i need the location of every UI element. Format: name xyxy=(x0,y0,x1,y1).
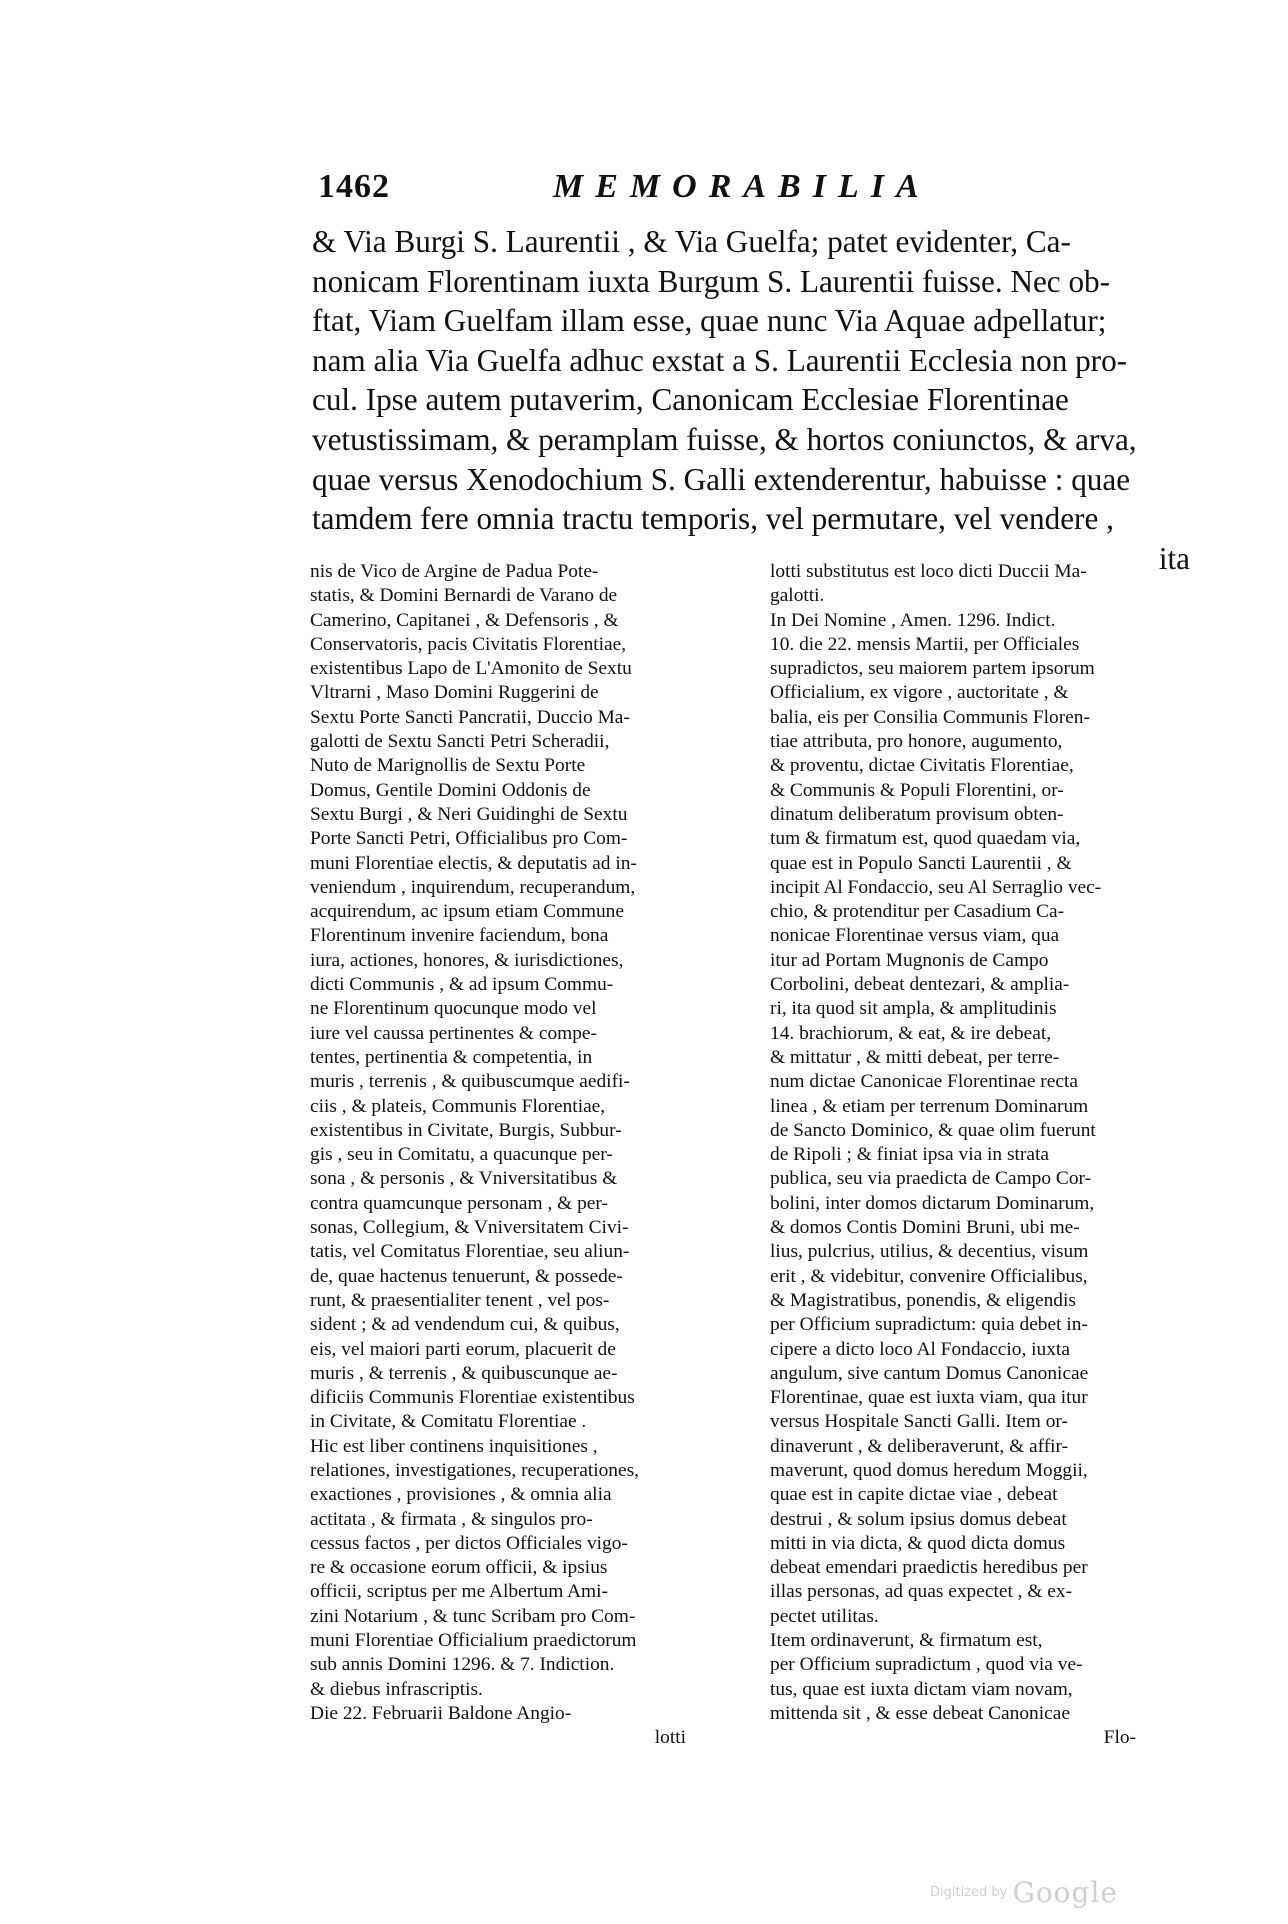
watermark-caption: Digitized by xyxy=(930,1885,1008,1900)
text-line: muris , terrenis , & quibuscumque aedifi- xyxy=(310,1071,630,1093)
text-line: in Civitate, & Comitatu Florentiae . xyxy=(310,1411,587,1433)
text-line: In Dei Nomine , Amen. 1296. Indict. xyxy=(770,609,1056,631)
text-line: exactiones , provisiones , & omnia alia xyxy=(310,1484,612,1506)
text-line: sub annis Domini 1296. & 7. Indiction. xyxy=(310,1654,615,1676)
text-line: Vltrarni , Maso Domini Ruggerini de xyxy=(310,682,599,704)
text-line: cipere a dicto loco Al Fondaccio, iuxta xyxy=(770,1338,1070,1360)
text-line: Die 22. Februarii Baldone Angio- xyxy=(310,1702,572,1724)
text-line: quae est in Populo Sancti Laurentii , & xyxy=(770,852,1072,874)
text-line: itur ad Portam Mugnonis de Campo xyxy=(770,949,1049,971)
text-line: & Via Burgi S. Laurentii , & Via Guelfa; patet evidenter, Ca- xyxy=(312,224,1071,259)
text-line: muni Florentiae electis, & deputatis ad in- xyxy=(310,852,637,874)
text-line: Hic est liber continens inquisitiones , xyxy=(310,1435,598,1457)
text-line: 14. brachiorum, & eat, & ire debeat, xyxy=(770,1022,1052,1044)
text-line: mittenda sit , & esse debeat Canonicae xyxy=(770,1702,1070,1724)
text-line: chio, & protenditur per Casadium Ca- xyxy=(770,901,1065,923)
text-line: tatis, vel Comitatus Florentiae, seu aliun- xyxy=(310,1241,630,1263)
text-line: tentes, pertinentia & competentia, in xyxy=(310,1046,593,1068)
text-line: mitti in via dicta, & quod dicta domus xyxy=(770,1532,1066,1554)
text-line: maverunt, quod domus heredum Moggii, xyxy=(770,1459,1088,1481)
text-line: ciis , & plateis, Communis Florentiae, xyxy=(310,1095,606,1117)
text-line: incipit Al Fondaccio, seu Al Serraglio vec- xyxy=(770,876,1102,898)
text-line: quae versus Xenodochium S. Galli extenderentur, habuisse : quae xyxy=(312,461,1131,497)
text-line: & Magistratibus, ponendis, & eligendis xyxy=(770,1289,1076,1311)
text-line: vetustissimam, & peramplam fuisse, & hortos coniunctos, & arva, xyxy=(312,421,1137,457)
text-line: de Sancto Dominico, & quae olim fuerunt xyxy=(770,1119,1096,1141)
text-line: Item ordinaverunt, & firmatum est, xyxy=(770,1630,1043,1652)
text-line: Nuto de Marignollis de Sextu Porte xyxy=(310,755,586,777)
text-line: lotti substitutus est loco dicti Duccii Ma- xyxy=(770,561,1087,582)
left-column xyxy=(310,560,750,1751)
text-line: existentibus Lapo de L'Amonito de Sextu xyxy=(310,658,632,680)
text-line: tum & firmatum est, quod quaedam via, xyxy=(770,828,1081,850)
text-line: & Communis & Populi Florentini, or- xyxy=(770,779,1064,801)
text-line: & diebus infrascriptis. xyxy=(310,1678,483,1700)
text-line: de, quae hactenus tenuerunt, & possede- xyxy=(310,1265,623,1287)
text-line: illas personas, ad quas expectet , & ex- xyxy=(770,1581,1073,1603)
text-line: Conservatoris, pacis Civitatis Florentiae, xyxy=(310,633,627,655)
text-line: destrui , & solum ipsius domus debeat xyxy=(770,1508,1067,1530)
text-line: contra quamcunque personam , & per- xyxy=(310,1192,608,1214)
text-line: Sextu Burgi , & Neri Guidinghi de Sextu xyxy=(310,803,628,825)
text-line: Porte Sancti Petri, Officialibus pro Com- xyxy=(310,828,628,850)
text-line: bolini, inter domos dictarum Dominarum, xyxy=(770,1192,1095,1214)
text-line: Camerino, Capitanei , & Defensoris , & xyxy=(310,609,619,631)
text-line: nam alia Via Guelfa adhuc exstat a S. Laurentii Ecclesia non pro- xyxy=(312,342,1128,378)
text-line: lius, pulcrius, utilius, & decentius, visum xyxy=(770,1241,1089,1263)
text-line: dificiis Communis Florentiae existentibus xyxy=(310,1387,635,1409)
text-line: cessus factos , per dictos Officiales vigo- xyxy=(310,1532,628,1554)
text-line: erit , & videbitur, convenire Officialibus, xyxy=(770,1265,1088,1287)
text-line: sonas, Collegium, & Vniversitatem Civi- xyxy=(310,1217,629,1239)
text-line: ftat, Viam Guelfam illam esse, quae nunc Via Aquae adpellatur; xyxy=(312,303,1107,339)
text-line: per Officium supradictum: quia debet in- xyxy=(770,1314,1088,1336)
page-number: 1462 xyxy=(318,168,390,205)
text-line: tus, quae est iuxta dictam viam novam, xyxy=(770,1678,1073,1700)
catchword: lotti xyxy=(654,1727,686,1749)
text-line: Florentinae, quae est iuxta viam, qua itur xyxy=(770,1387,1088,1409)
text-line: nis de Vico de Argine de Padua Pote- xyxy=(310,561,599,582)
text-line: nonicam Florentinam iuxta Burgum S. Laurentii fuisse. Nec ob- xyxy=(312,263,1111,299)
text-line: iure vel caussa pertinentes & compe- xyxy=(310,1022,597,1044)
text-line: iura, actiones, honores, & iurisdictiones, xyxy=(310,949,624,971)
text-line: galotti. xyxy=(770,585,825,607)
text-line: runt, & praesentialiter tenent , vel pos- xyxy=(310,1289,610,1311)
google-logo: Google xyxy=(1012,1876,1118,1909)
top-paragraph xyxy=(312,222,1202,578)
text-line: Corbolini, debeat dentezari, & amplia- xyxy=(770,974,1070,996)
text-line: actitata , & firmata , & singulos pro- xyxy=(310,1508,593,1530)
text-line: quae est in capite dictae viae , debeat xyxy=(770,1484,1058,1506)
right-column xyxy=(770,560,1200,1751)
text-line: statis, & Domini Bernardi de Varano de xyxy=(310,585,618,607)
text-line: existentibus in Civitate, Burgis, Subbur- xyxy=(310,1119,622,1141)
text-line: balia, eis per Consilia Communis Floren- xyxy=(770,706,1090,728)
text-line: re & occasione eorum officii, & ipsius xyxy=(310,1557,608,1579)
text-line: num dictae Canonicae Florentinae recta xyxy=(770,1071,1078,1093)
text-line: de Ripoli ; & finiat ipsa via in strata xyxy=(770,1144,1049,1166)
text-line: sident ; & ad vendendum cui, & quibus, xyxy=(310,1314,620,1336)
text-line: relationes, investigationes, recuperationes, xyxy=(310,1459,639,1481)
text-line: officii, scriptus per me Albertum Ami- xyxy=(310,1581,608,1603)
text-line: debeat emendari praedictis heredibus per xyxy=(770,1557,1088,1579)
text-line: Florentinum invenire faciendum, bona xyxy=(310,925,609,947)
text-line: gis , seu in Comitatu, a quacunque per- xyxy=(310,1144,613,1166)
text-line: linea , & etiam per terrenum Dominarum xyxy=(770,1095,1089,1117)
text-line: & domos Contis Domini Bruni, ubi me- xyxy=(770,1217,1080,1239)
text-line: acquirendum, ac ipsum etiam Commune xyxy=(310,901,624,923)
running-title: MEMORABILIA xyxy=(553,168,931,205)
text-line: pectet utilitas. xyxy=(770,1605,879,1627)
text-line: veniendum , inquirendum, recuperandum, xyxy=(310,876,636,898)
text-line: per Officium supradictum , quod via ve- xyxy=(770,1654,1083,1676)
text-line: tamdem fere omnia tractu temporis, vel permutare, vel vendere , xyxy=(312,501,1114,537)
text-line: ri, ita quod sit ampla, & amplitudinis xyxy=(770,998,1057,1020)
text-line: versus Hospitale Sancti Galli. Item or- xyxy=(770,1411,1068,1433)
digitized-watermark xyxy=(930,1876,1230,1910)
text-line: nonicae Florentinae versus viam, qua xyxy=(770,925,1060,947)
text-line: ne Florentinum quocunque modo vel xyxy=(310,998,597,1020)
text-line: 10. die 22. mensis Martii, per Officiales xyxy=(770,633,1080,655)
text-line: & proventu, dictae Civitatis Florentiae, xyxy=(770,755,1074,777)
catchword: Flo- xyxy=(1103,1727,1136,1749)
text-line: cul. Ipse autem putaverim, Canonicam Ecclesiae Florentinae xyxy=(312,382,1069,418)
text-line: sona , & personis , & Vniversitatibus & xyxy=(310,1168,618,1190)
catchword: ita xyxy=(1158,540,1190,576)
text-line: dinatum deliberatum provisum obten- xyxy=(770,803,1064,825)
page-header xyxy=(318,168,958,214)
text-line: eis, vel maiori parti eorum, placuerit de xyxy=(310,1338,616,1360)
text-line: Officialium, ex vigore , auctoritate , & xyxy=(770,682,1069,704)
text-line: dicti Communis , & ad ipsum Commu- xyxy=(310,974,614,996)
text-line: & mittatur , & mitti debeat, per terre- xyxy=(770,1046,1060,1068)
text-line: publica, seu via praedicta de Campo Cor- xyxy=(770,1168,1092,1190)
text-line: tiae attributa, pro honore, augumento, xyxy=(770,731,1063,753)
text-line: Domus, Gentile Domini Oddonis de xyxy=(310,779,591,801)
text-line: supradictos, seu maiorem partem ipsorum xyxy=(770,658,1095,680)
text-line: zini Notarium , & tunc Scribam pro Com- xyxy=(310,1605,636,1627)
text-line: galotti de Sextu Sancti Petri Scheradii, xyxy=(310,731,610,753)
text-line: Sextu Porte Sancti Pancratii, Duccio Ma- xyxy=(310,706,630,728)
text-line: dinaverunt , & deliberaverunt, & affir- xyxy=(770,1435,1069,1457)
text-line: muni Florentiae Officialium praedictorum xyxy=(310,1630,637,1652)
text-line: muris , & terrenis , & quibuscunque ae- xyxy=(310,1362,618,1384)
text-line: angulum, sive cantum Domus Canonicae xyxy=(770,1362,1089,1384)
